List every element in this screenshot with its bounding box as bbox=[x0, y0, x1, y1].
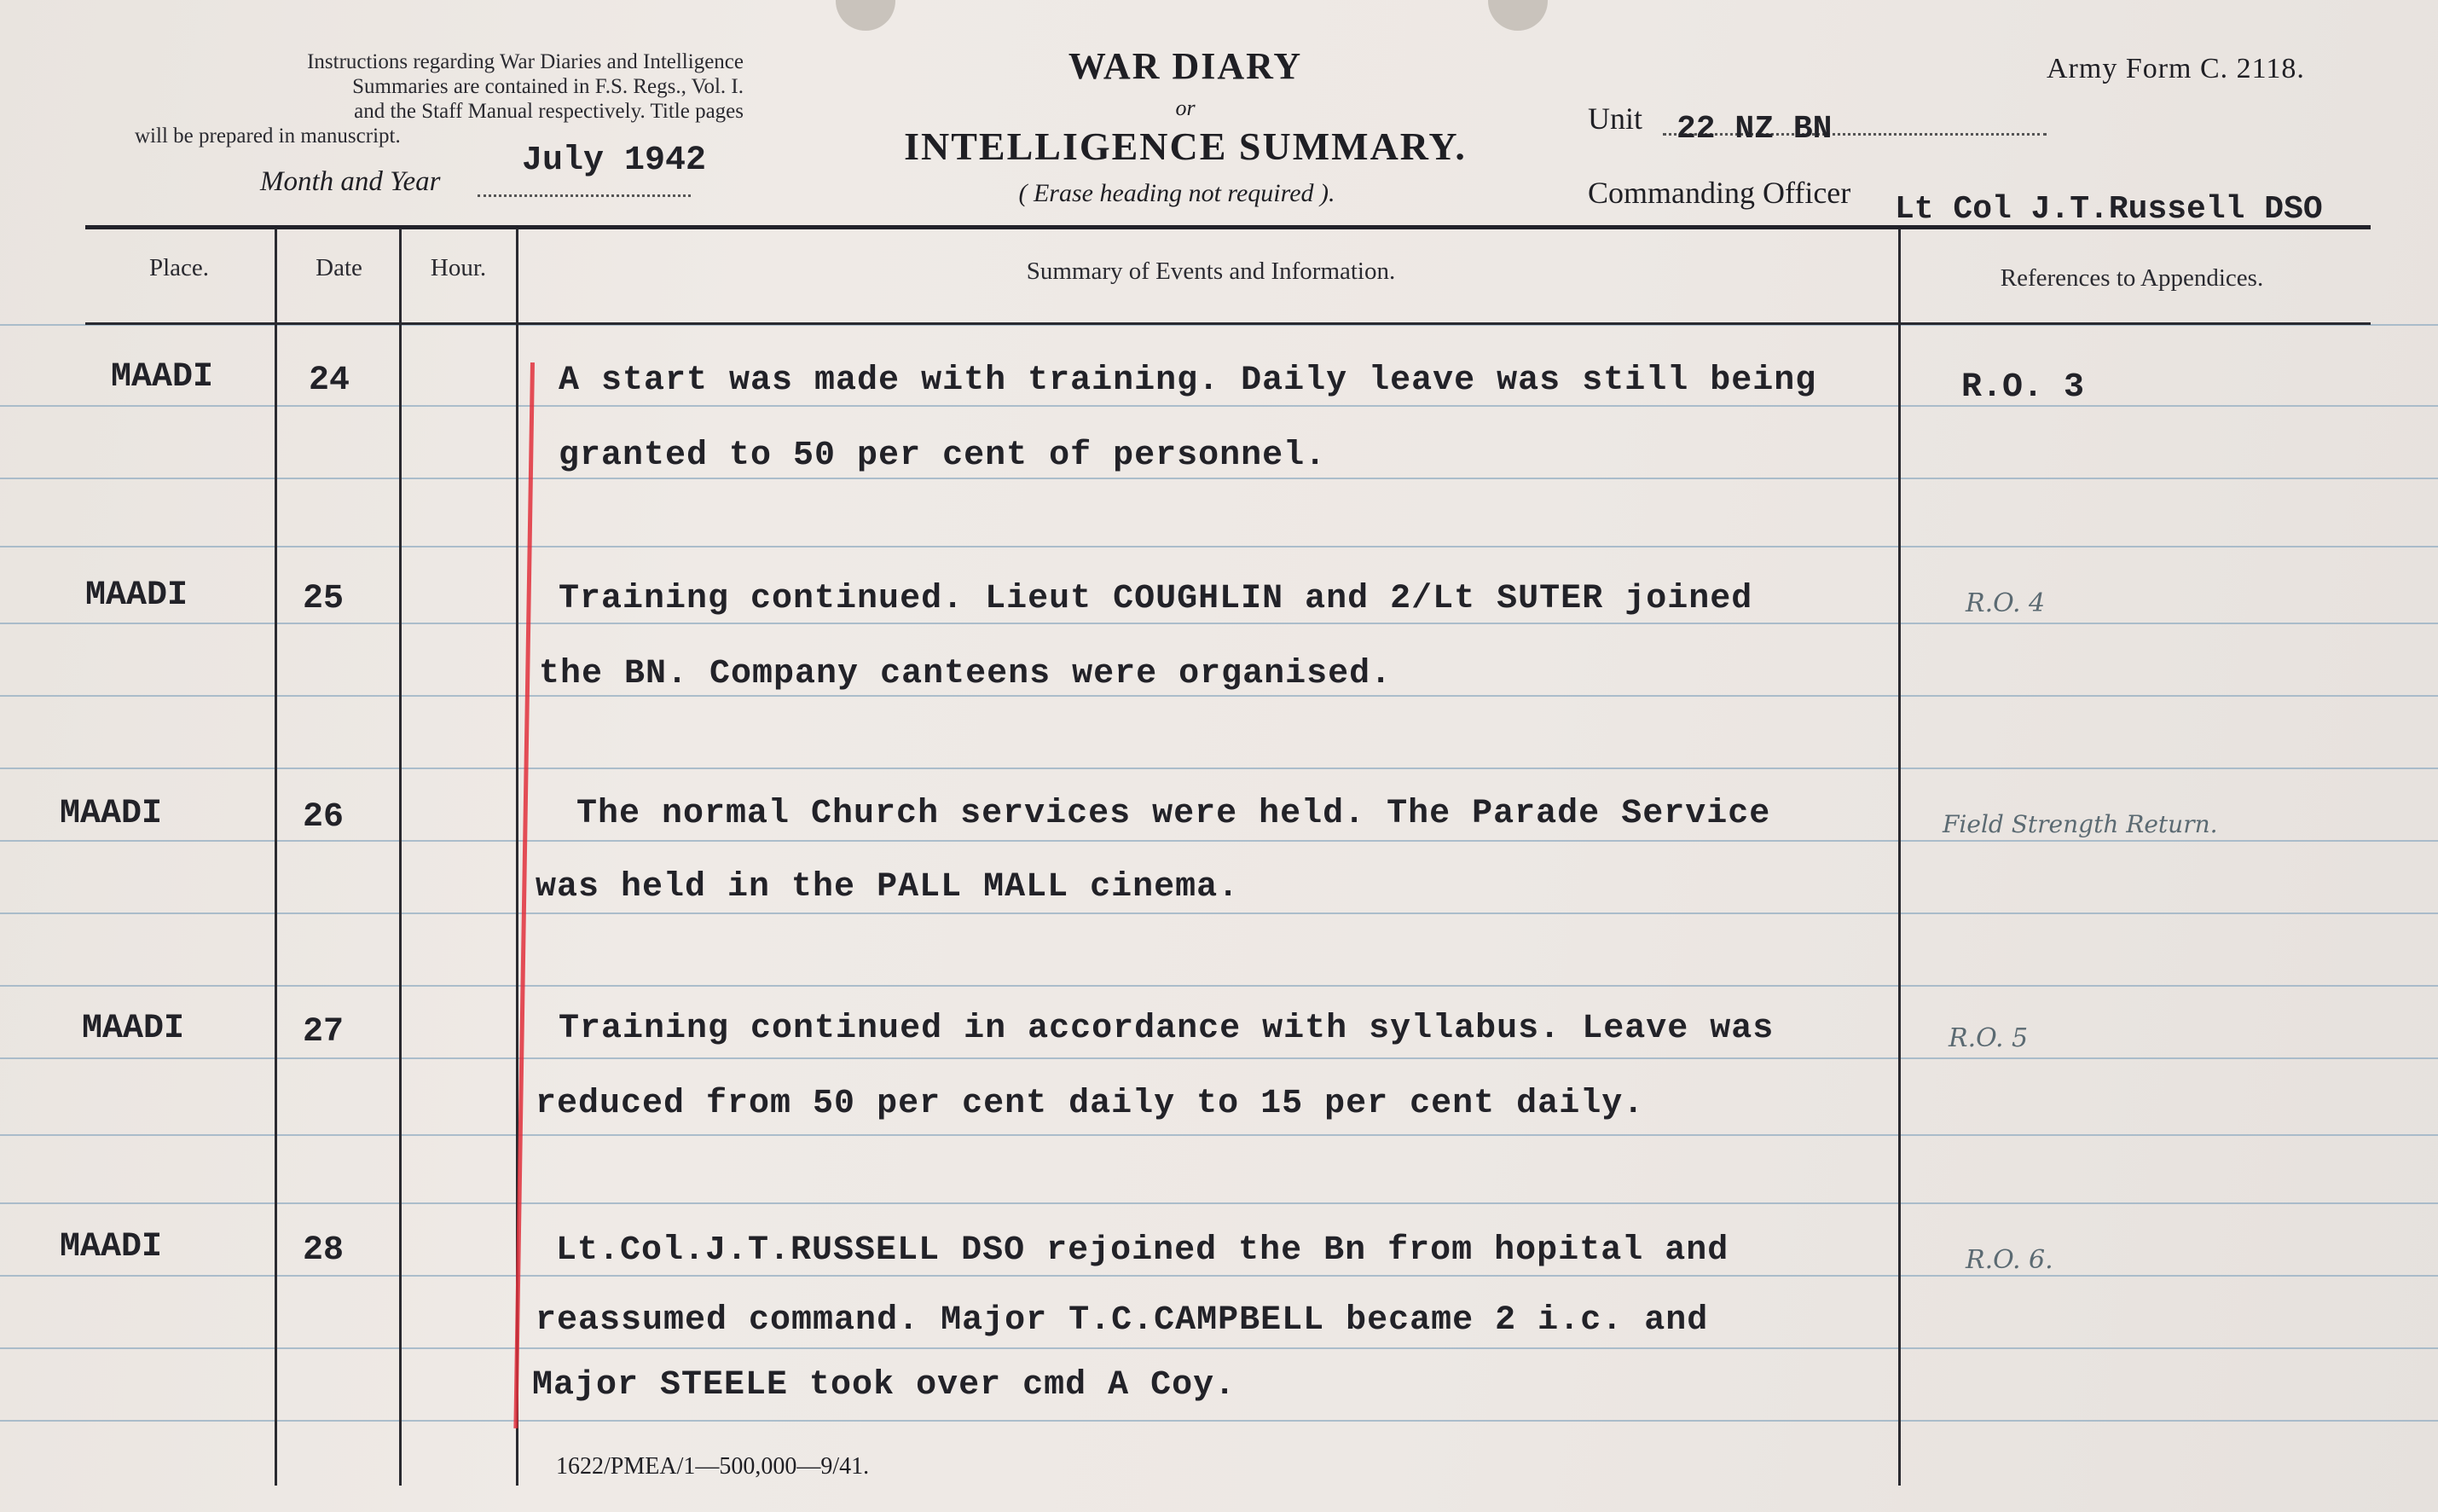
header-bottom-rule bbox=[85, 322, 2371, 325]
entry-text-line: Training continued. Lieut COUGHLIN and 2/Lt SUTER joined bbox=[559, 580, 1753, 618]
ruled-line bbox=[0, 985, 2438, 987]
entry-date: 25 bbox=[303, 580, 345, 618]
ruled-line bbox=[0, 1202, 2438, 1204]
ruled-line bbox=[0, 623, 2438, 624]
entry-date: 28 bbox=[303, 1231, 345, 1270]
ruled-line bbox=[0, 768, 2438, 769]
entry-reference-handwritten: R.O. 5 bbox=[1949, 1023, 2029, 1053]
title-erase-note: ( Erase heading not required ). bbox=[1018, 179, 1335, 207]
entry-text-line: Training continued in accordance with syllabus. Leave was bbox=[559, 1010, 1775, 1048]
instructions-text bbox=[96, 49, 744, 148]
ruled-line bbox=[0, 1420, 2438, 1422]
column-divider bbox=[275, 229, 277, 1486]
army-form-number: Army Form C. 2118. bbox=[2047, 53, 2305, 84]
table-top-rule bbox=[85, 225, 2371, 229]
instructions-line: and the Staff Manual respectively. Title pages bbox=[354, 100, 744, 123]
column-divider bbox=[399, 229, 402, 1486]
column-header-place: Place. bbox=[148, 254, 210, 281]
ruled-line bbox=[0, 695, 2438, 697]
commanding-officer-value: Lt Col J.T.Russell DSO bbox=[1895, 191, 2323, 228]
entry-text-line: was held in the PALL MALL cinema. bbox=[536, 868, 1240, 907]
ruled-line bbox=[0, 912, 2438, 914]
entry-date: 24 bbox=[309, 362, 350, 400]
column-header-summary: Summary of Events and Information. bbox=[1026, 258, 1396, 285]
entry-place: MAADI bbox=[60, 795, 163, 833]
entry-place: MAADI bbox=[111, 358, 214, 397]
print-code-footer: 1622/PMEA/1—500,000—9/41. bbox=[556, 1453, 870, 1480]
column-header-hour: Hour. bbox=[430, 254, 487, 281]
entry-place: MAADI bbox=[85, 576, 188, 615]
entry-text-line: Major STEELE took over cmd A Coy. bbox=[532, 1366, 1236, 1405]
instructions-line: will be prepared in manuscript. bbox=[135, 125, 401, 148]
title-intelligence-summary: INTELLIGENCE SUMMARY. bbox=[904, 125, 1467, 168]
ruled-line bbox=[0, 1347, 2438, 1349]
month-year-label: Month and Year bbox=[260, 166, 441, 197]
entry-text-line: reassumed command. Major T.C.CAMPBELL became 2 i.c. and bbox=[536, 1301, 1709, 1340]
entry-reference-handwritten: Field Strength Return. bbox=[1943, 810, 2218, 838]
ruled-line bbox=[0, 1057, 2438, 1059]
column-header-references: References to Appendices. bbox=[2000, 264, 2264, 292]
ruled-line bbox=[0, 478, 2438, 479]
unit-label: Unit bbox=[1588, 101, 1643, 136]
instructions-line: Summaries are contained in F.S. Regs., Vol. I. bbox=[352, 75, 744, 98]
punch-hole bbox=[836, 0, 895, 31]
ruled-line bbox=[0, 1275, 2438, 1277]
title-or: or bbox=[1175, 96, 1196, 120]
ruled-line bbox=[0, 546, 2438, 547]
month-year-value: July 1942 bbox=[522, 142, 707, 180]
ruled-line bbox=[0, 1134, 2438, 1136]
entry-text-line: Lt.Col.J.T.RUSSELL DSO rejoined the Bn from hopital and bbox=[556, 1231, 1729, 1270]
entry-text-line: the BN. Company canteens were organised. bbox=[539, 655, 1393, 693]
title-war-diary: WAR DIARY bbox=[1068, 45, 1303, 87]
entry-place: MAADI bbox=[82, 1010, 185, 1048]
column-divider bbox=[1898, 229, 1901, 1486]
entry-date: 27 bbox=[303, 1013, 345, 1051]
month-year-dotted-line bbox=[478, 194, 691, 197]
entry-reference-handwritten: R.O. 4 bbox=[1966, 588, 2046, 618]
commanding-officer-label: Commanding Officer bbox=[1588, 176, 1851, 210]
unit-value: 22 NZ BN bbox=[1676, 111, 1833, 148]
entry-date: 26 bbox=[303, 798, 345, 837]
entry-text-line: granted to 50 per cent of personnel. bbox=[559, 437, 1327, 475]
entry-text-line: A start was made with training. Daily leave was still being bbox=[559, 362, 1817, 400]
entry-text-line: The normal Church services were held. The Parade Service bbox=[576, 795, 1771, 833]
punch-hole bbox=[1488, 0, 1548, 31]
instructions-line: Instructions regarding War Diaries and Intelligence bbox=[307, 50, 744, 73]
entry-text-line: reduced from 50 per cent daily to 15 per cent daily. bbox=[536, 1085, 1645, 1123]
ruled-line bbox=[0, 840, 2438, 842]
entry-reference: R.O. 3 bbox=[1961, 368, 2085, 407]
entry-place: MAADI bbox=[60, 1228, 163, 1266]
entry-reference-handwritten: R.O. 6. bbox=[1966, 1245, 2053, 1275]
column-header-date: Date bbox=[316, 254, 362, 281]
